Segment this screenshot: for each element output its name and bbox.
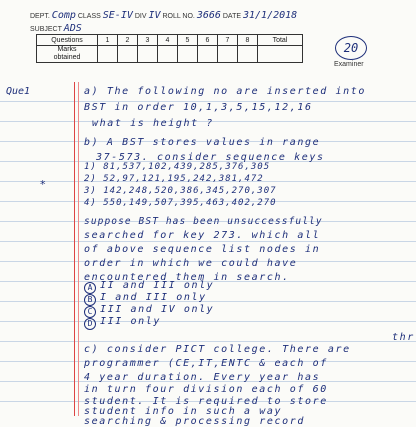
- div-value: IV: [148, 10, 161, 21]
- answer-line: 4 year duration. Every year has: [84, 372, 321, 383]
- col-7: 7: [218, 35, 238, 46]
- sequence-line: 1) 81,537,102,439,285,376,305: [84, 162, 271, 172]
- answer-line: programmer (CE,IT,ENTC & each of: [84, 358, 328, 369]
- answer-line: searched for key 273. which all: [84, 230, 321, 241]
- answer-line: student info in such a way: [84, 406, 283, 417]
- margin-line: [74, 82, 75, 416]
- dept-value: Comp: [51, 10, 76, 21]
- div-label: DIV: [134, 13, 147, 20]
- option-c: III and IV only: [100, 304, 215, 315]
- option-a: II and III only: [100, 280, 215, 291]
- col-1: 1: [98, 35, 118, 46]
- obtained-label: obtained: [53, 54, 81, 61]
- option-d-circle: D: [84, 318, 96, 330]
- answer-line: 37-573. consider sequence keys: [96, 152, 325, 163]
- examiner-label: Examiner: [334, 61, 364, 68]
- subject-row: [30, 23, 82, 34]
- roll-value: 3666: [196, 10, 221, 21]
- mark-cell: [158, 46, 178, 63]
- mark-cell: [118, 46, 138, 63]
- answer-line: b) A BST stores values in range: [84, 137, 321, 148]
- star-mark: *: [40, 178, 46, 191]
- answer-line: of above sequence list nodes in: [84, 244, 321, 255]
- question-label: Que1: [6, 86, 31, 97]
- marks-label: Marks: [57, 46, 77, 53]
- option-a-circle: A: [84, 282, 96, 294]
- dept-label: DEPT.: [30, 13, 50, 20]
- margin-note: thr: [392, 332, 415, 343]
- answer-line: in turn four division each of 60: [84, 384, 328, 395]
- answer-line: c) consider PICT college. There are: [84, 344, 351, 355]
- answer-line: what is height ?: [92, 118, 214, 129]
- option-b: I and III only: [100, 292, 207, 303]
- col-3: 3: [138, 35, 158, 46]
- mark-cell: [138, 46, 158, 63]
- col-8: 8: [238, 35, 258, 46]
- class-value: SE-IV: [102, 10, 133, 21]
- subject-value: ADS: [63, 23, 82, 34]
- answer-line: order in which we could have: [84, 258, 298, 269]
- answer-line: encountered them in search.: [84, 272, 290, 283]
- mark-cell: [218, 46, 238, 63]
- mark-cell: [238, 46, 258, 63]
- answer-line: student. It is required to store: [84, 396, 328, 407]
- mark-cell-total: [258, 46, 303, 63]
- option-b-circle: B: [84, 294, 96, 306]
- date-label: DATE: [222, 13, 242, 20]
- sequence-line: 3) 142,248,520,386,345,270,307: [84, 186, 277, 196]
- col-2: 2: [118, 35, 138, 46]
- sequence-line: 4) 550,149,507,395,463,402,270: [84, 198, 277, 208]
- answer-line: a) The following no are inserted into: [84, 86, 366, 97]
- subject-label: SUBJECT: [30, 26, 62, 33]
- col-6: 6: [198, 35, 218, 46]
- mark-cell: [98, 46, 118, 63]
- marks-table: [36, 34, 303, 63]
- mark-cell: [198, 46, 218, 63]
- answer-line: BST in order 10,1,3,5,15,12,16: [84, 102, 313, 113]
- margin-line-inner: [78, 82, 79, 416]
- col-5: 5: [178, 35, 198, 46]
- sequence-line: 2) 52,97,121,195,242,381,472: [84, 174, 264, 184]
- option-d: III only: [100, 316, 161, 327]
- header-row: [30, 10, 297, 21]
- date-value: 31/1/2018: [242, 10, 298, 21]
- option-c-circle: C: [84, 306, 96, 318]
- roll-label: ROLL NO.: [162, 13, 195, 20]
- answer-line: searching & processing record: [84, 416, 305, 427]
- answer-line: suppose BST has been unsuccessfully: [84, 216, 323, 227]
- col-total: Total: [258, 35, 303, 46]
- score-circle: 20: [335, 36, 367, 60]
- questions-header: Questions: [37, 35, 98, 46]
- mark-cell: [178, 46, 198, 63]
- class-label: CLASS: [77, 13, 101, 20]
- col-4: 4: [158, 35, 178, 46]
- marks-obtained-header: [37, 46, 98, 63]
